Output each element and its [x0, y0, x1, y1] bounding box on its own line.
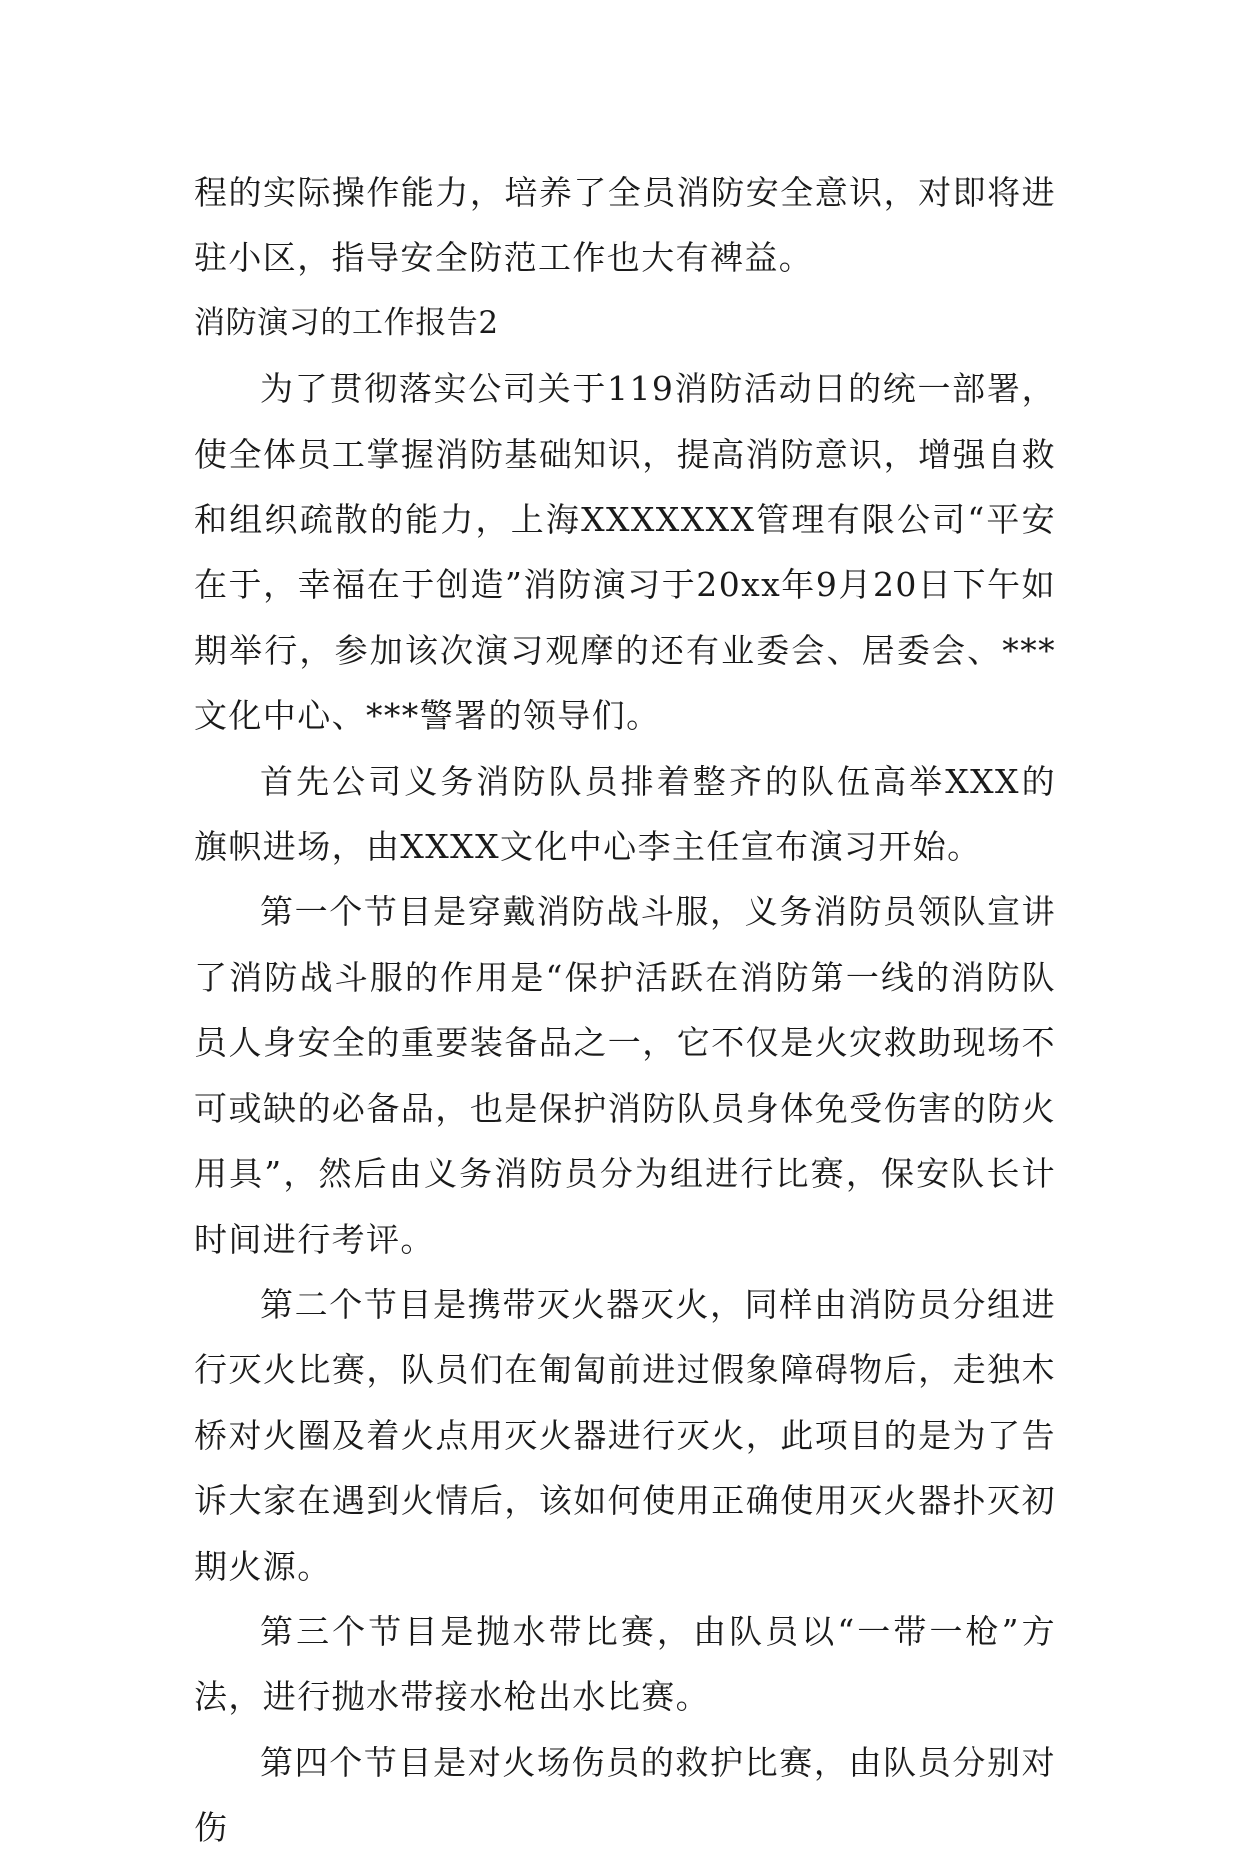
- section-heading: 消防演习的工作报告2: [194, 304, 499, 341]
- paragraph-continuation: 程的实际操作能力，培养了全员消防安全意识，对即将进驻小区，指导安全防范工作也大有裨益。: [194, 173, 1056, 278]
- paragraph-program-3: 第三个节目是抛水带比赛，由队员以“一带一枪”方法，进行抛水带接水枪出水比赛。: [194, 1611, 1056, 1717]
- paragraph-program-1: 第一个节目是穿戴消防战斗服，义务消防员领队宣讲了消防战斗服的作用是“保护活跃在消防第一线的消防队员人身安全的重要装备品之一，它不仅是火灾救助现场不可或缺的必备品，也是保护消防队员身体免受伤害的防火用具”，然后由义务消防员分为组进行比赛，保安队长计时间进行考评。: [194, 892, 1056, 1259]
- paragraph-program-2: 第二个节目是携带灭火器灭火，同样由消防员分组进行灭火比赛，队员们在匍匐前进过假象障碍物后，走独木桥对火圈及着火点用灭火器进行灭火，此项目的是为了告诉大家在遇到火情后，该如何使用正确使用灭火器扑灭初期火源。: [194, 1284, 1056, 1586]
- paragraph-program-4: 第四个节目是对火场伤员的救护比赛，由队员分别对伤: [194, 1742, 1056, 1848]
- paragraph-opening: 首先公司义务消防队员排着整齐的队伍高举XXX的旗帜进场，由XXXX文化中心李主任宣布演习开始。: [194, 761, 1056, 867]
- paragraph-intro: 为了贯彻落实公司关于119消防活动日的统一部署，使全体员工掌握消防基础知识，提高消防意识，增强自救和组织疏散的能力，上海XXXXXXX管理有限公司“平安在于，幸福在于创造”消防演习于20xx年9月20日下午如期举行，参加该次演习观摩的还有业委会、居委会、***文化中心、***警署的领导们。: [194, 369, 1056, 736]
- document-body: [194, 160, 1056, 1861]
